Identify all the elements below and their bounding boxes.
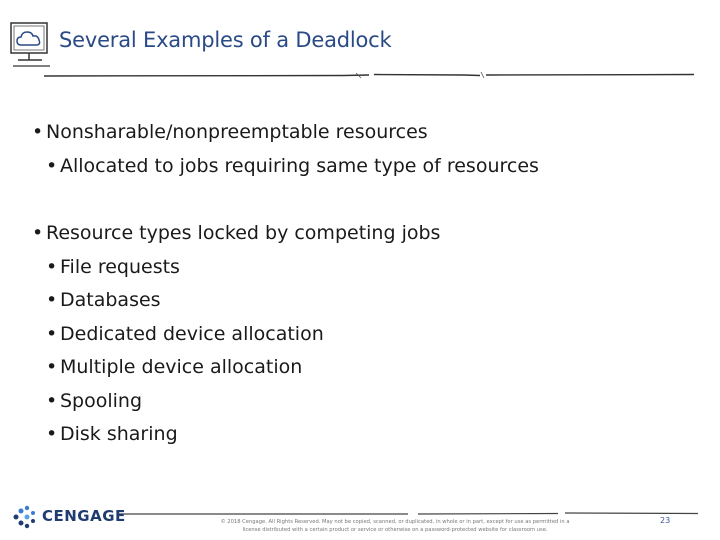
bullet-text: Dedicated device allocation: [60, 322, 324, 345]
cengage-logo: [12, 503, 132, 531]
bullet-marker: •: [32, 222, 44, 244]
sub-bullet-item: [32, 284, 692, 318]
bullet-text: Spooling: [60, 389, 143, 412]
logo-text: CENGAGE: [42, 507, 126, 525]
copyright-line-2: license distributed with a certain product or service or otherwise on a password-protected website for classroom use.: [242, 527, 548, 533]
cengage-logo-icon: [12, 505, 38, 529]
copyright-line-1: © 2018 Cengage. All Rights Reserved. May not be copied, scanned, or duplicated, in whole or in part, except for use as permitted in a: [220, 519, 570, 525]
bullet-text: Multiple device allocation: [60, 356, 303, 378]
bullet-gap: [32, 183, 692, 217]
bullet-item: [32, 217, 692, 251]
page-number: 23: [660, 516, 671, 525]
bullet-item: [32, 116, 692, 150]
bullet-text: Allocated to jobs requiring same type of resources: [60, 154, 539, 177]
bullet-marker: •: [46, 255, 58, 278]
bullet-marker: •: [46, 389, 58, 412]
slide-title: Several Examples of a Deadlock: [59, 28, 392, 52]
bullet-text: File requests: [60, 255, 180, 278]
bullet-text: Databases: [60, 289, 161, 311]
bullet-marker: •: [46, 356, 58, 378]
bullet-list: [32, 116, 692, 452]
sub-bullet-item: [32, 351, 692, 385]
title-underline: [44, 66, 700, 84]
bullet-marker: •: [32, 121, 44, 143]
bullet-text: Resource types locked by competing jobs: [46, 222, 441, 244]
copyright-notice: [205, 518, 585, 534]
sub-bullet-item: [32, 318, 692, 352]
bullet-marker: •: [46, 154, 58, 177]
sub-bullet-item: [32, 418, 692, 452]
bullet-text: Disk sharing: [60, 423, 178, 445]
bullet-text: Nonsharable/nonpreemptable resources: [46, 121, 428, 143]
bullet-marker: •: [46, 289, 58, 311]
sub-bullet-item: [32, 251, 692, 285]
bullet-marker: •: [46, 423, 58, 445]
sub-bullet-item: [32, 385, 692, 419]
sub-bullet-item: [32, 150, 692, 184]
cloud-computer-icon: [8, 18, 58, 70]
bullet-marker: •: [46, 322, 58, 345]
